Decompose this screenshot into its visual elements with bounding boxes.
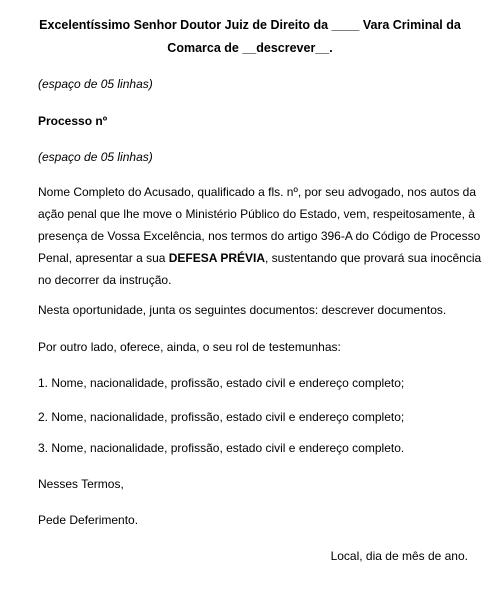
paragraph-line-5: no decorrer da instrução. [38, 273, 172, 287]
witnesses-intro: Por outro lado, oferece, ainda, o seu rol de testemunhas: [38, 340, 341, 354]
process-label: Processo nº [38, 114, 108, 128]
defesa-previa-label: DEFESA PRÉVIA [168, 251, 266, 265]
addressee-line-1: Excelentíssimo Senhor Doutor Juiz de Direito da ____ Vara Criminal da [39, 18, 461, 32]
spacing-note-2: (espaço de 05 linhas) [38, 150, 153, 164]
paragraph-line-3: presença de Vossa Excelência, nos termos do artigo 396-A do Código de Processo [38, 229, 481, 243]
witness-item-2: 2. Nome, nacionalidade, profissão, estado civil e endereço completo; [38, 410, 405, 424]
spacing-note-1: (espaço de 05 linhas) [38, 77, 153, 91]
paragraph-line-4 [38, 247, 482, 269]
documents-line: Nesta oportunidade, junta os seguintes documentos: descrever documentos. [38, 303, 447, 317]
witness-item-1: 1. Nome, nacionalidade, profissão, estado civil e endereço completo; [38, 376, 405, 390]
paragraph-line-2: ação penal que lhe move o Ministério Público do Estado, vem, respeitosamente, à [38, 207, 475, 221]
addressee-line-2: Comarca de __descrever__. [167, 41, 333, 55]
witness-item-3: 3. Nome, nacionalidade, profissão, estado civil e endereço completo. [38, 441, 405, 455]
paragraph-line-4-pre: Penal, apresentar a sua [38, 251, 169, 265]
paragraph-line-4-post: , sustentando que provará sua inocência [265, 251, 482, 265]
paragraph-line-1: Nome Completo do Acusado, qualificado a fls. nº, por seu advogado, nos autos da [38, 185, 476, 199]
closing-terms: Nesses Termos, [38, 477, 124, 491]
place-date-line: Local, dia de mês de ano. [330, 549, 468, 563]
main-paragraph [38, 181, 482, 291]
closing-request: Pede Deferimento. [38, 513, 139, 527]
